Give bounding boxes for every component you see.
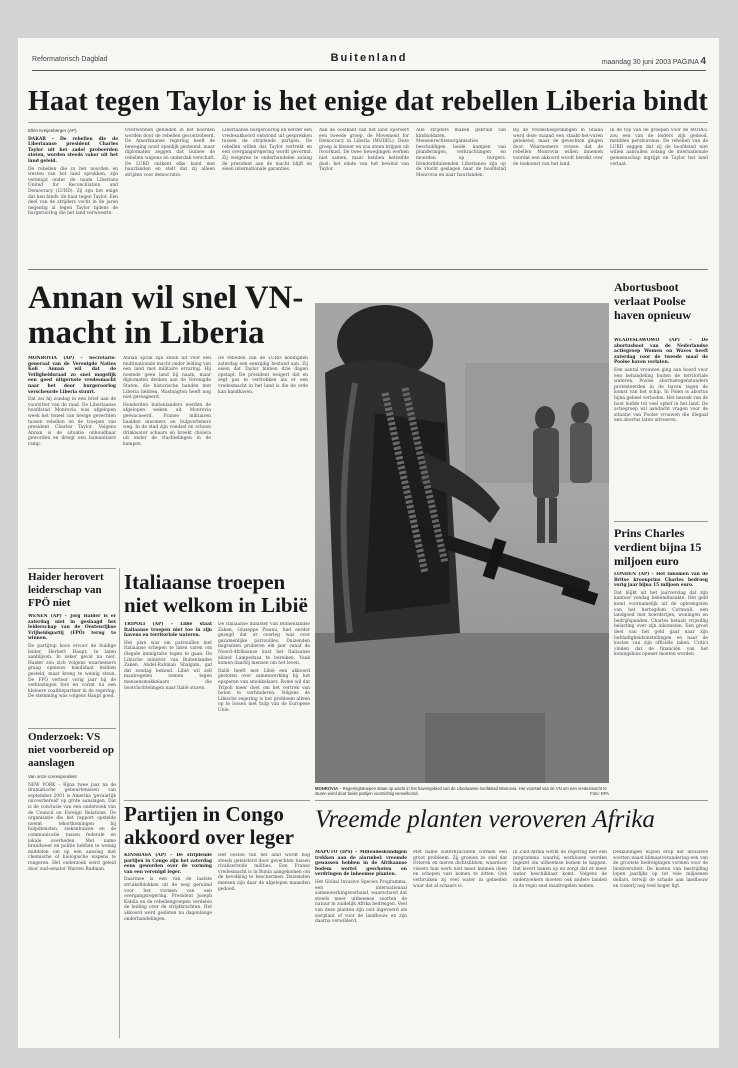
masthead (32, 52, 706, 68)
haider-rule (28, 568, 116, 569)
planten-rule (315, 800, 708, 801)
abortus-body (614, 338, 708, 516)
italie-headline: Italiaanse troepen niet welkom in Libië (124, 570, 308, 617)
vn-col-2 (123, 356, 211, 566)
italie-col-2 (218, 622, 310, 792)
column-divider (119, 568, 120, 1038)
abortus-rule (614, 521, 708, 522)
italie-paragraph: De Italiaanse minister van Binnenlandse Zaken, Giuseppe Pisanu, had eerder gezegd dat er overleg was over gezamenlijke patrouilles. Duizenden migranten proberen elk jaar vanaf de Noord-Afrikaanse kust het Italiaanse eiland Lampedusa te bereiken. Vaak komen daarbij mensen om het leven. (218, 622, 310, 667)
main-story-col-2 (125, 128, 215, 263)
congo-col-2 (218, 853, 310, 1038)
planten-paragraph: Deskundigen wijzen erop dat invasieve soorten naast klimaatverandering een van de grootste bedreigingen vormen voor de biodiversiteit. De kosten van bestrijding lopen jaarlijks op tot vele miljoenen dollars, terwijl de schade aan landbouw en visserij nog veel hoger ligt. (613, 850, 708, 889)
congo-rule (124, 800, 310, 801)
congo-col-1 (124, 853, 212, 1038)
main-story-col-4 (319, 128, 409, 263)
congo-headline: Partijen in Congo akkoord over leger (124, 802, 294, 849)
main-paragraph: Alle strijders maken gebruik van kindsoldaten. Mensenrechtenorganisaties beschuldigen beide kampen van plunderingen, verkrachtingen en moorden op burgers. Honderdduizenden Liberianen zijn op de vlucht geslagen naar de hoofdstad Monrovia en naar buurlanden. (416, 128, 506, 178)
main-story-col-6 (513, 128, 603, 263)
italie-paragraph: Italië heeft met Libië een akkoord gesloten over samenwerking bij het opsporen van smokkelaars. Rome wil dat Tripoli meer doet om het vertrek van boten te verhinderen. Volgens de Libische regering is het probleem alleen op te lossen met hulp van de Europese Unie. (218, 668, 310, 713)
main-lead: DAKAR – De rebellen die de Liberiaanse president Charles Taylor uit het zadel probeerden stoten, worden steeds vaker uit het land geleid. (28, 136, 118, 164)
congo-paragraph: Daarmee is een van de laatste struikelblokken uit de weg geruimd voor het vormen van een overgangsregering. President Joseph Kabila en de rebellengroepen verdelen de leiding over de strijdkrachten. Het akkoord werd gesloten na dagenlange onderhandelingen. (124, 877, 212, 922)
main-paragraph: Libertaanse burgeroorlog en eerder een vredesakkoord ontstond uit gesprekken tussen de strijdende partijen. De rebellen willen dat Taylor vertrekt en een overgangsregering wordt gevormd. Zij weigeren te onderhandelen zolang de president aan de macht blijft en eisen internationale garanties. (222, 128, 312, 173)
date-page (602, 56, 706, 67)
vn-paragraph: Dat zei hij zondag in een brief aan de voorzitter van de raad. De Liberiaanse hoofdstad Monrovia was afgelopen week het toneel van hevige gevechten tussen rebellen en de troepen van president Charles Taylor. Volgens Annan is de situatie onhoudbaar geworden en dreigt een humanitaire ramp. (28, 397, 116, 447)
planten-col-3 (513, 850, 607, 1038)
page-number: 4 (700, 56, 706, 67)
section-rule (28, 269, 708, 270)
vn-headline: Annan wil snel VN-macht in Liberia (28, 280, 304, 351)
onderzoek-rule (28, 728, 116, 729)
onderzoek-headline: Onderzoek: VS niet voorbereid op aanslagen (28, 731, 114, 769)
planten-paragraph: Het Global Invasive Species Programma, een internationaal samenwerkingsverband, waarschuwt dat steeds meer uitheemse soorten de natuur in zuidelijk Afrika bedreigen. Veel van deze planten zijn ooit ingevoerd als sierplant of voor de landbouw en zijn daarna verwilderd. (315, 879, 407, 925)
main-story-col-7 (610, 128, 708, 263)
photo-caption (315, 786, 609, 796)
haider-body (28, 614, 116, 724)
vn-paragraph: De rebellen van de LURD kondigden zaterdag een eenzijdig bestand aan. Zij eisen dat Taylor binnen drie dagen opstapt. De president weigert dat en zegt pas te vertrekken als er een vredesmacht in het land is die de orde kan handhaven. (218, 356, 308, 395)
planten-lead: MAPUTO (IPS) – Milieudeskundigen trekken aan de alarmbel: vreemde gewassen hebben in de Afrikaanse bodem wortel geschoten en verdringen de inheemse planten. (315, 850, 407, 878)
planten-headline: Vreemde planten veroveren Afrika (315, 806, 655, 833)
section-name: Buitenland (330, 52, 408, 64)
main-paragraph: Overwonnen gebieden in het noorden worden door de rebellen gecontroleerd. De Amerikaanse regering heeft de beweging nooit openlijk gesteund, maar diplomaten zeggen dat Guinee de rebellen wapens en onderdak verschaft. De LURD ontkent elke band met buurlanden en stelt dat zij alleen strijden voor democratie. (125, 128, 215, 178)
charles-headline: Prins Charles verdient bijna 15 miljoen euro (614, 526, 702, 568)
onderzoek-paragraph: NEW YORK – Bijna twee jaar na de dramatische gebeurtenissen van september 2001 is Amerika 'gevaarlijk onvoorbereid' op grote aanslagen. Dat is de conclusie van een onderzoek van de Council on Foreign Relations. De organisatie die het rapport opstelde noemt tekortkomingen bij hulpdiensten, ziekenhuizen en de communicatie tussen federale en lokale overheden. Met name brandweer en politie hebben te weinig middelen om op een aanslag met chemische of biologische wapens te reageren. Het onderzoek werd geleid door oud-senator Warren Rudman. (28, 782, 116, 872)
vn-lead: MONROVIA (AP) – Secretaris-generaal van de Verenigde Naties Kofi Annan wil dat de Veiligheidsraad zo snel mogelijk een goed uitgeruste vredesmacht naar het door burgeroorlog verscheurde Liberia stuurt. (28, 356, 116, 395)
haider-headline: Haider herovert leiderschap van FPÖ niet (28, 571, 104, 609)
date-page-text: maandag 30 juni 2003 PAGINA (601, 59, 699, 66)
congo-paragraph: Het oosten van het land wordt nog steeds geteisterd door gevechten tussen rivaliserende milities. Een Franse vredesmacht is in Bunia aangekomen om de bevolking te beschermen. Duizenden mensen zijn daar de afgelopen maanden gedood. (218, 853, 310, 892)
main-byline: Ellen Kreijenberger (AP) (28, 128, 77, 133)
vn-paragraph: Annan sprak zijn steun uit voor een multinationale macht onder leiding van een land met militaire ervaring. Hij noemde geen land bij naam, maar diplomaten denken aan de Verenigde Staten, die historische banden met Liberia hebben. Washington heeft nog niet gereageerd. (123, 356, 211, 401)
charles-body (614, 572, 708, 790)
main-paragraph: De rebellen die in het noorden en westen van het land oprukken, zijn verenigd onder de naam Liberians United for Reconciliation and Democracy (LURD). Zij zijn het enige dat hen bindt: de haat tegen Taylor. Een deel van de strijders vocht in de jaren negentig al tegen Taylor tijdens de burgeroorlog die het land verwoestte. (28, 166, 118, 217)
abortus-lead: WLADYSLAWOWO (AP) – De abortusboot van de Nederlandse actiegroep Women on Waves heeft zaterdag voor de tweede maal de Poolse haven verlaten. (614, 338, 708, 366)
abortus-paragraph: Een aantal vrouwen ging aan boord voor een behandeling buiten de territoriale wateren. Poolse abortustegenstanders protesteerden in de haven tegen de komst van het schip. In Polen is abortus bijna geheel verboden. Het bezoek van de boot leidde tot veel ophef in het land. De actiegroep wil aandacht vragen voor de situatie van Poolse vrouwen die illegaal een abortus laten uitvoeren. (614, 367, 708, 424)
photo-credit: Foto: EPA (590, 791, 609, 797)
charles-paragraph: Dat blijkt uit het jaarverslag dat zijn kantoor zondag bekendmaakte. Het geld komt voornamelijk uit de opbrengsten van het hertogdom Cornwall, een landgoed met boerderijen, woningen en bedrijfspanden. Charles betaalt vrijwillig belasting over zijn inkomsten. Een groot deel van het geld gaat naar zijn liefdadigheidsinstellingen en naar de kosten van zijn officiële taken. Critici vinden dat de financiën van het koningshuis opener moeten worden. (614, 590, 708, 658)
main-headline: Haat tegen Taylor is het enige dat rebellen Liberia bindt (28, 86, 709, 117)
publication-name: Reformatorisch Dagblad (32, 56, 108, 63)
news-photo (315, 303, 609, 783)
main-paragraph: Bij de vredesbesprekingen in Ghana werd deze maand een staakt-het-vuren getekend, maar de gevechten gingen door. Waarnemers vrezen dat de rebellen Monrovia willen innemen voordat een akkoord wordt bereikt over de toekomst van het land. (513, 128, 603, 167)
planten-col-1 (315, 850, 407, 1038)
vn-col-3 (218, 356, 308, 566)
main-paragraph: In de top van de groepen voor de MODEL zou een van de leiders zijn gedood, meldden persbureaus. De rebellen van de LURD zeggen dat zij de hoofdstad niet willen aanvallen zolang de internationale gemeenschap ingrijpt en Taylor het land verlaat. (610, 128, 708, 167)
onderzoek-body (28, 774, 116, 1036)
masthead-rule (32, 70, 706, 71)
haider-lead: WENEN (AP) – Jörg Haider is er zaterdag niet in geslaagd het leiderschap van de Oostenrijkse Vrijheidspartij (FPÖ) terug te winnen. (28, 614, 116, 642)
caption-location: MONROVIA (315, 786, 339, 791)
soldier-photo (315, 303, 609, 783)
haider-paragraph: De partijtop koos ervoor de huidige leider, Herbert Haupt, te laten aanblijven. In zeker geval nu niet. Haider zou zich volgens waarnemers graag opnieuw kandidaat hebben gesteld, maar kreeg te weinig steun. De FPÖ verloor vorig jaar bij de verkiezingen fors en vormt nu een kleinere coalitiepartner in de regering. De stemming was volgens Haupt goed. (28, 643, 116, 700)
planten-paragraph: Met name waterhyacinten vormen een groot probleem. Zij groeien zo snel dat rivieren en meren dichtslibben, waardoor vissers hun werk niet meer kunnen doen en schepen vast komen te zitten. Ook verbruiken zij veel water in gebieden waar dat al schaars is. (413, 850, 507, 889)
italie-col-1 (124, 622, 212, 792)
headline-rule (28, 122, 708, 123)
charles-lead: LONDEN (AP) – Het inkomen van de Britse kroonprins Charles bedroeg vorig jaar bijna 15 miljoen euro. (614, 572, 708, 589)
vn-col-1 (28, 356, 116, 566)
onderzoek-byline: Van onze correspondent (28, 774, 77, 779)
main-story-col-3 (222, 128, 312, 263)
planten-col-4 (613, 850, 708, 1038)
abortus-headline: Abortusboot verlaat Poolse haven opnieuw (614, 280, 692, 322)
italie-lead: TRIPOLI (AP) – Libië staat Italiaanse troepen niet toe in zijn havens en territoriale wateren. (124, 622, 212, 639)
caption-text: – Regeringstroepen staan op wacht in het havengebied van de Liberiaanse hoofdstad Monrovia. Het voorstel van de VN om een vredesmacht te sturen werd door beide partijen voorzichtig verwelkomd. (315, 786, 607, 797)
vn-paragraph: Honderden buitenlanders werden de afgelopen weken uit Monrovia geëvacueerd. Franse militairen haalden inwoners en hulpverleners weg. In de stad zijn voedsel en schoon drinkwater schaars en breekt cholera uit onder de vluchtelingen in de kampen. (123, 402, 211, 447)
main-story-col-1 (28, 128, 118, 263)
planten-paragraph: In Zuid-Afrika werkt de regering met een programma waarbij werklozen worden ingezet om uitheemse bomen te kappen. Dat levert banen op en zorgt dat er meer water beschikbaar komt. Volgens de onderzoekers moeten ook andere landen in de regio snel maatregelen nemen. (513, 850, 607, 889)
main-paragraph: Aan de oostkant van het land opereert een tweede groep, de Movement for Democracy in Liberia (MODEL). Deze groep is kleiner en zou steun krijgen uit Ivoorkust. De twee bewegingen werken niet samen, maar hebben hetzelfde doel: het einde van het bewind van Taylor. (319, 128, 409, 173)
newspaper-page (18, 38, 719, 1048)
main-story-col-5 (416, 128, 506, 263)
italie-paragraph: Het plan was om patrouilles met Italiaanse schepen te laten varen om illegale immigratie tegen te gaan. De Libische minister van Buitenlandse Zaken, Abdel-Rahman Shalgam, gaf dat zondag bekend. Libië wil zelf maatregelen nemen tegen mensensmokkelaars die bootvluchtelingen naar Italië sturen. (124, 640, 212, 691)
congo-lead: KINSHASA (AP) – De strijdende partijen in Congo zijn het zaterdag eens geworden over de vorming van een verenigd leger. (124, 853, 212, 875)
planten-col-2 (413, 850, 507, 1038)
